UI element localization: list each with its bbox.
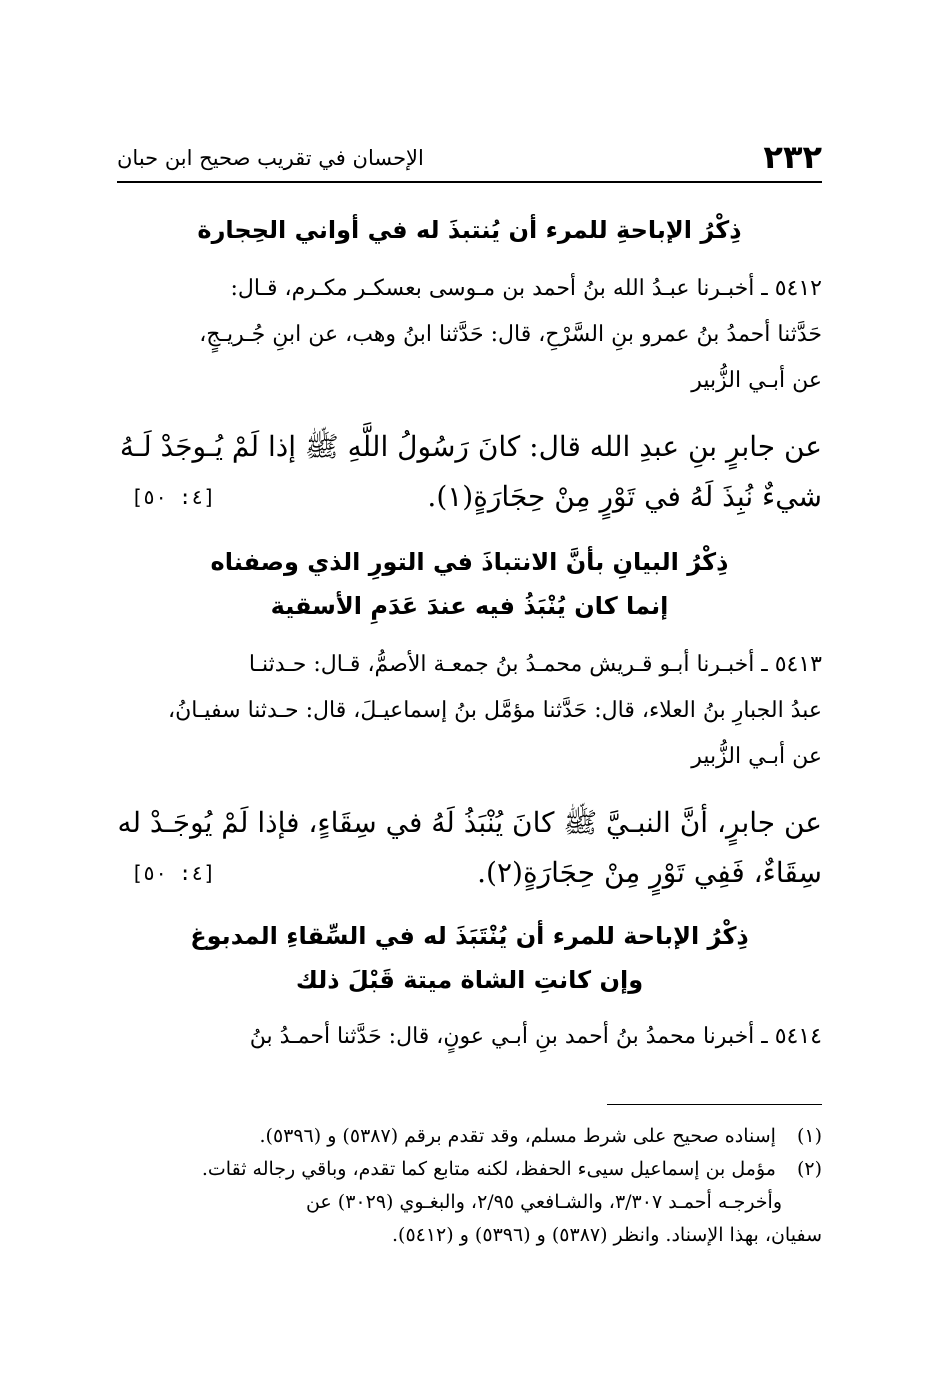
section-heading — [117, 914, 822, 1002]
section-heading — [117, 208, 822, 252]
page-header — [117, 140, 822, 180]
matn-line: شيءٌ نُبِذَ لَهُ في تَوْرٍ مِنْ حِجَارَةٍ(١). — [427, 480, 822, 513]
isnad-line: ٥٤١٢ ـ أخبـرنا عبـدُ الله بنُ أحمد بن مـوسى بعسكـر مكـرم، قـال: — [230, 276, 822, 301]
footnote-marker: (١) — [796, 1125, 822, 1147]
footnote-text: سفيان، بهذا الإسناد. وانظر (٥٣٨٧) و (٥٣٩٦) و (٥٤١٢). — [391, 1224, 822, 1246]
heading-line: وإن كانتِ الشاة ميتة قَبْلَ ذلك — [295, 966, 644, 994]
isnad-line: حَدَّثنا أحمدُ بنُ عمرو بنِ السَّرْحِ، قال: حَدَّثنا ابنُ وهب، عن ابنِ جُـريـجٍ، — [199, 322, 822, 347]
isnad-line: ٥٤١٣ ـ أخبـرنا أبـو قـريش محمـدُ بنُ جمعـة الأصمُّ، قـال: حـدثنـا — [248, 652, 822, 677]
heading-line: ذِكْرُ الإباحة للمرء أن يُنْتَبَذَ له في السِّقاءِ المدبوغ — [190, 922, 749, 950]
reference-bracket: [٤: ٥٠] — [131, 861, 216, 885]
footnote-marker: (٢) — [796, 1158, 822, 1180]
footnote-1 — [117, 1120, 822, 1153]
isnad-line: عن أبـي الزُّبير — [691, 368, 822, 393]
reference-bracket: [٤: ٥٠] — [131, 485, 216, 509]
heading-line: ذِكْرُ البيانِ بأنَّ الانتباذَ في التورِ الذي وصفناه — [210, 548, 729, 576]
matn-line: سِقَاءٌ، فَفِي تَوْرٍ مِنْ حِجَارَةٍ(٢). — [477, 856, 822, 889]
footnotes — [117, 1120, 822, 1252]
section-heading — [117, 540, 822, 628]
hadith-text — [117, 798, 822, 898]
footnote-text: إسناده صحيح على شرط مسلم، وقد تقدم برقم (٥٣٨٧) و (٥٣٩٦). — [259, 1125, 776, 1147]
isnad-paragraph — [117, 1014, 822, 1060]
isnad-paragraph — [117, 642, 822, 780]
isnad-line: عبدُ الجبارِ بنُ العلاء، قال: حَدَّثنا مؤمَّل بنُ إسماعيـلَ، قال: حـدثنا سفيـانُ، — [167, 698, 822, 723]
isnad-line: عن أبـي الزُّبير — [691, 744, 822, 769]
matn-line: عن جابرٍ بنِ عبدِ الله قال: كانَ رَسُولُ اللَّهِ ﷺ إذا لَمْ يُـوجَدْ لَـهُ — [119, 430, 822, 463]
footnote-text: وأخرجـه أحمـد ٣/٣٠٧، والشـافعي ٢/٩٥، والبغـوي (٣٠٢٩) عن — [305, 1191, 782, 1213]
heading-line: ذِكْرُ الإباحةِ للمرء أن يُنتبذَ له في أواني الحِجارة — [197, 216, 742, 244]
matn-line-final — [117, 472, 822, 522]
footnote-rule — [607, 1104, 822, 1105]
isnad-paragraph — [117, 266, 822, 404]
isnad-line: ٥٤١٤ ـ أخبرنا محمدُ بنُ أحمد بنِ أبـي عونٍ، قال: حَدَّثنا أحمـدُ بنُ — [249, 1024, 822, 1049]
heading-line: إنما كان يُنْبَذُ فيه عندَ عَدَمِ الأسقية — [270, 592, 669, 620]
running-title: الإحسان في تقريب صحيح ابن حبان — [117, 146, 424, 170]
matn-line-final — [117, 848, 822, 898]
matn-line: عن جابرٍ، أنَّ النبـيَّ ﷺ كانَ يُنْبَذُ لَهُ في سِقَاءٍ، فإذا لَمْ يُوجَـدْ له — [117, 806, 822, 839]
footnote-text: مؤمل بن إسماعيل سيىء الحفظ، لكنه متابع كما تقدم، وباقي رجاله ثقات. — [201, 1158, 776, 1180]
footnote-2 — [117, 1153, 822, 1186]
page-number: ٢٣٢ — [763, 138, 822, 176]
hadith-text — [117, 422, 822, 522]
header-rule — [117, 181, 822, 183]
